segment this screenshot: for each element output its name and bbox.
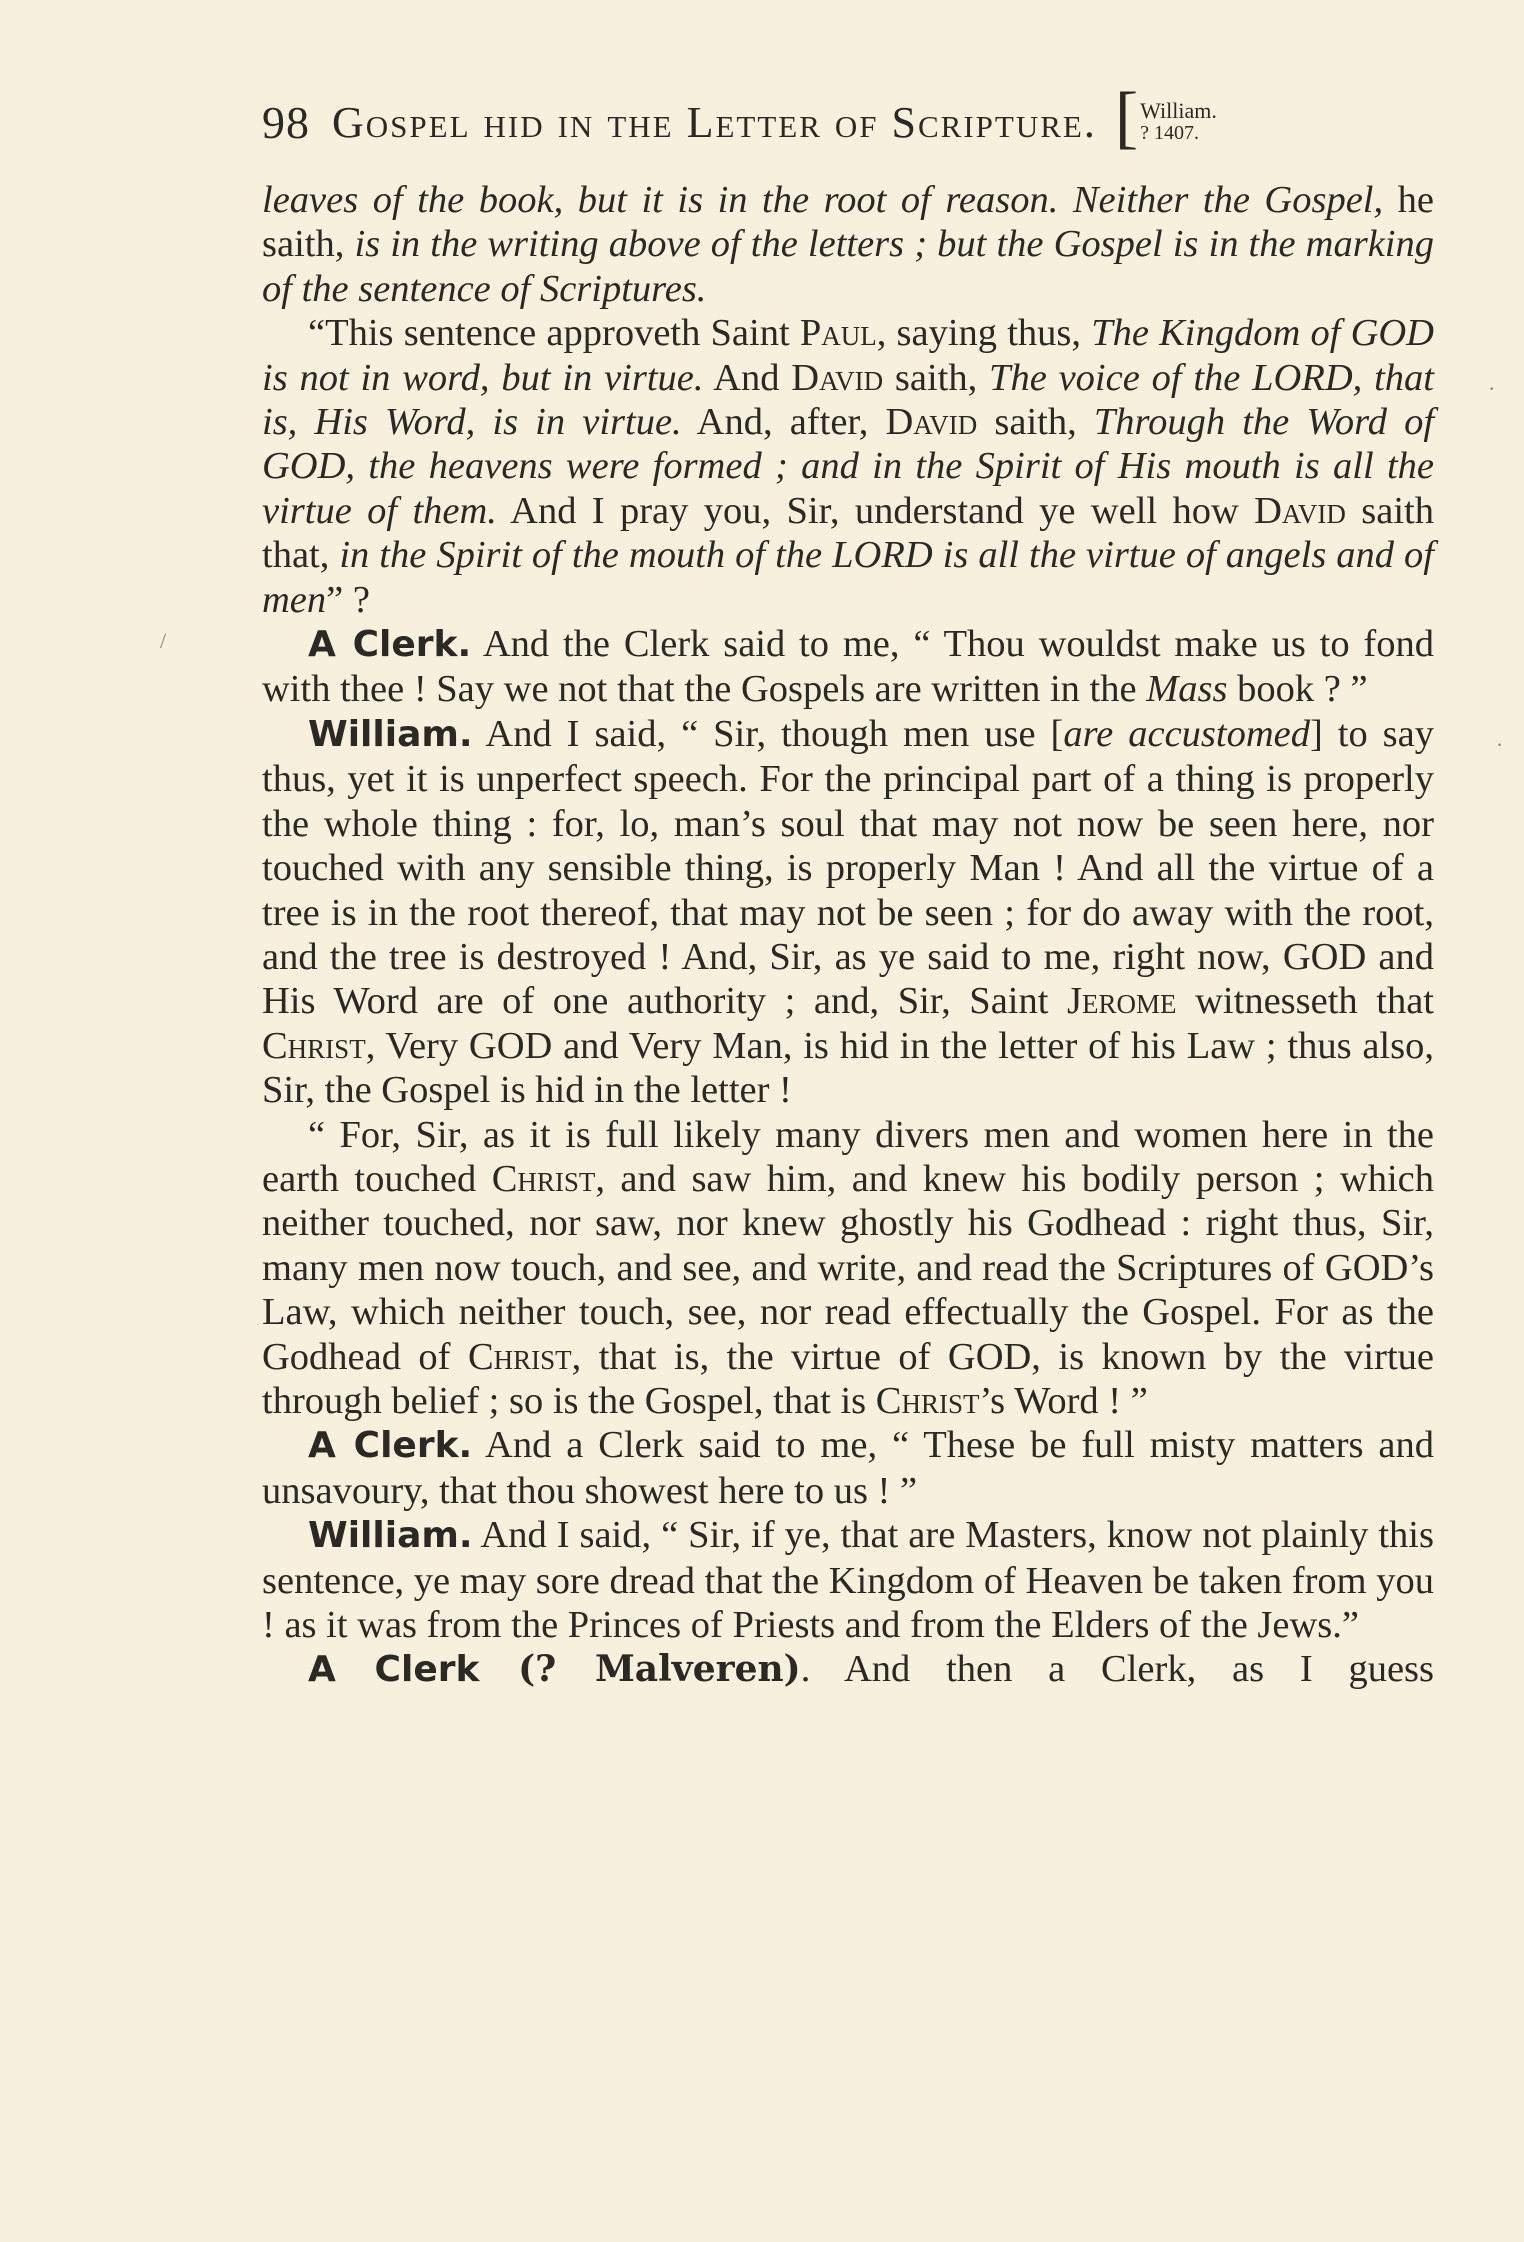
text-run: Mass <box>1146 668 1228 711</box>
side-note-date: ? 1407. <box>1140 122 1200 144</box>
text-run: The Kingdom of GOD is not in word, but in virtue. <box>262 312 1434 399</box>
text-run: is in the writing above of the letters ; but the Gospel is in the marking of the sentence of Scriptures. <box>262 223 1434 310</box>
speaker-label: William. <box>308 1515 473 1557</box>
text-run: he saith, <box>262 179 1435 266</box>
paragraph <box>262 1113 1434 1424</box>
margin-speck: · <box>1488 376 1496 401</box>
speaker-label: A Clerk <box>308 1649 480 1691</box>
text-run: David <box>791 356 884 399</box>
side-note-name: William. <box>1140 98 1217 123</box>
text-run: , and saw him, and knew his bodily person ; which neither touched, nor saw, nor knew ghostly his Godhead : right thus, Sir, many men now touch, and see, and write, and read the Scriptures of GOD’s Law, which neither touch, see, nor read effectually the Gospel. For as the Godhead of <box>262 1157 1434 1378</box>
paragraph <box>262 1513 1434 1647</box>
page-number: 98 <box>262 96 310 148</box>
text-run: And the Clerk said to me, “ Thou wouldst make us to fond with thee ! Say we not that the Gospels are written in the <box>262 623 1434 711</box>
text-run: (? Malveren) <box>479 1648 801 1691</box>
paragraph <box>262 622 1434 712</box>
text-run: Christ <box>491 1157 596 1200</box>
text-run: leaves of the book, but it is in the root of reason. Neither the Gospel, <box>262 179 1384 221</box>
text-run: book ? ” <box>1227 668 1368 711</box>
text-run: ] to say thus, yet it is unperfect speech. For the principal part of a thing is properly the whole thing : for, lo, man’s soul that may not now be seen here, nor touched with any sensible thing, is properly Man ! And all the virtue of a tree is in the root thereof, that may not be seen ; for do away with the root, and the tree is destroyed ! And, Sir, as ye said to me, right now, GOD and His Word are of one authority ; and, Sir, Saint <box>262 712 1435 1023</box>
text-run: And a Clerk said to me, “ These be full misty matters and unsavoury, that thou showest here to us ! ” <box>262 1424 1434 1512</box>
text-run: saith, <box>883 356 990 399</box>
text-run: The voice of the LORD, that is, His Word, is in virtue. <box>262 356 1434 444</box>
text-run: “This sentence approveth Saint <box>308 312 800 355</box>
body-text <box>262 178 1434 1693</box>
paragraph <box>262 178 1434 311</box>
page-header <box>262 79 1442 156</box>
header-side-note <box>1114 79 1217 157</box>
paragraph <box>262 1423 1434 1513</box>
text-run: And <box>703 356 792 399</box>
text-run: Paul <box>799 312 877 355</box>
speaker-label: William. <box>308 713 473 755</box>
text-run: And, after, <box>681 401 886 444</box>
paragraph <box>262 1647 1434 1692</box>
text-run: Through the Word of GOD, the heavens were formed ; and in the Spirit of His mouth is all the virtue of them. <box>262 401 1435 532</box>
margin-speck: · <box>1496 732 1504 757</box>
text-run: , Very GOD and Very Man, is hid in the letter of his Law ; thus also, Sir, the Gospel is hid in the letter ! <box>262 1024 1434 1112</box>
speaker-label: A Clerk. <box>308 624 472 666</box>
speaker-label: A Clerk. <box>308 1425 473 1467</box>
text-run: in the Spirit of the mouth of the LORD is all the virtue of angels and of men <box>262 534 1434 621</box>
text-run: David <box>1254 489 1346 532</box>
running-title: Gospel hid in the Letter of Scripture. <box>332 97 1097 147</box>
text-run: , saying thus, <box>876 312 1092 355</box>
text-run: ” ? <box>326 578 370 621</box>
text-run: David <box>885 401 978 444</box>
margin-speck: / <box>160 628 167 653</box>
text-run: witnesseth that <box>1176 980 1434 1023</box>
paragraph <box>262 712 1434 1113</box>
text-run: ’s Word ! ” <box>979 1379 1148 1422</box>
text-run: saith, <box>977 401 1094 444</box>
text-run: Christ <box>467 1335 572 1378</box>
text-run: , that is, the virtue of GOD, is known by the virtue through belief ; so is the Gospel, that is <box>262 1335 1434 1422</box>
text-run: Christ <box>262 1024 366 1067</box>
text-run: Christ <box>875 1379 980 1422</box>
paragraph <box>262 311 1434 622</box>
text-run: saith that, <box>262 489 1434 577</box>
text-run: And I said, “ Sir, though men use [ <box>472 712 1064 755</box>
text-run: are accustomed <box>1063 712 1310 755</box>
text-run: And I pray you, Sir, understand ye well how <box>496 489 1255 532</box>
text-run: Jerome <box>1067 980 1177 1023</box>
bracket-glyph: [ <box>1114 79 1139 156</box>
text-run: . And then a Clerk, as I guess <box>800 1648 1435 1691</box>
text-run: And I said, “ Sir, if ye, that are Masters, know not plainly this sentence, ye may sore dread that the Kingdom of Heaven be taken from you ! as it was from the Princes of Priests and from the Elders of the Jews.” <box>262 1514 1434 1646</box>
text-run: “ For, Sir, as it is full likely many divers men and women here in the earth touched <box>262 1113 1434 1200</box>
